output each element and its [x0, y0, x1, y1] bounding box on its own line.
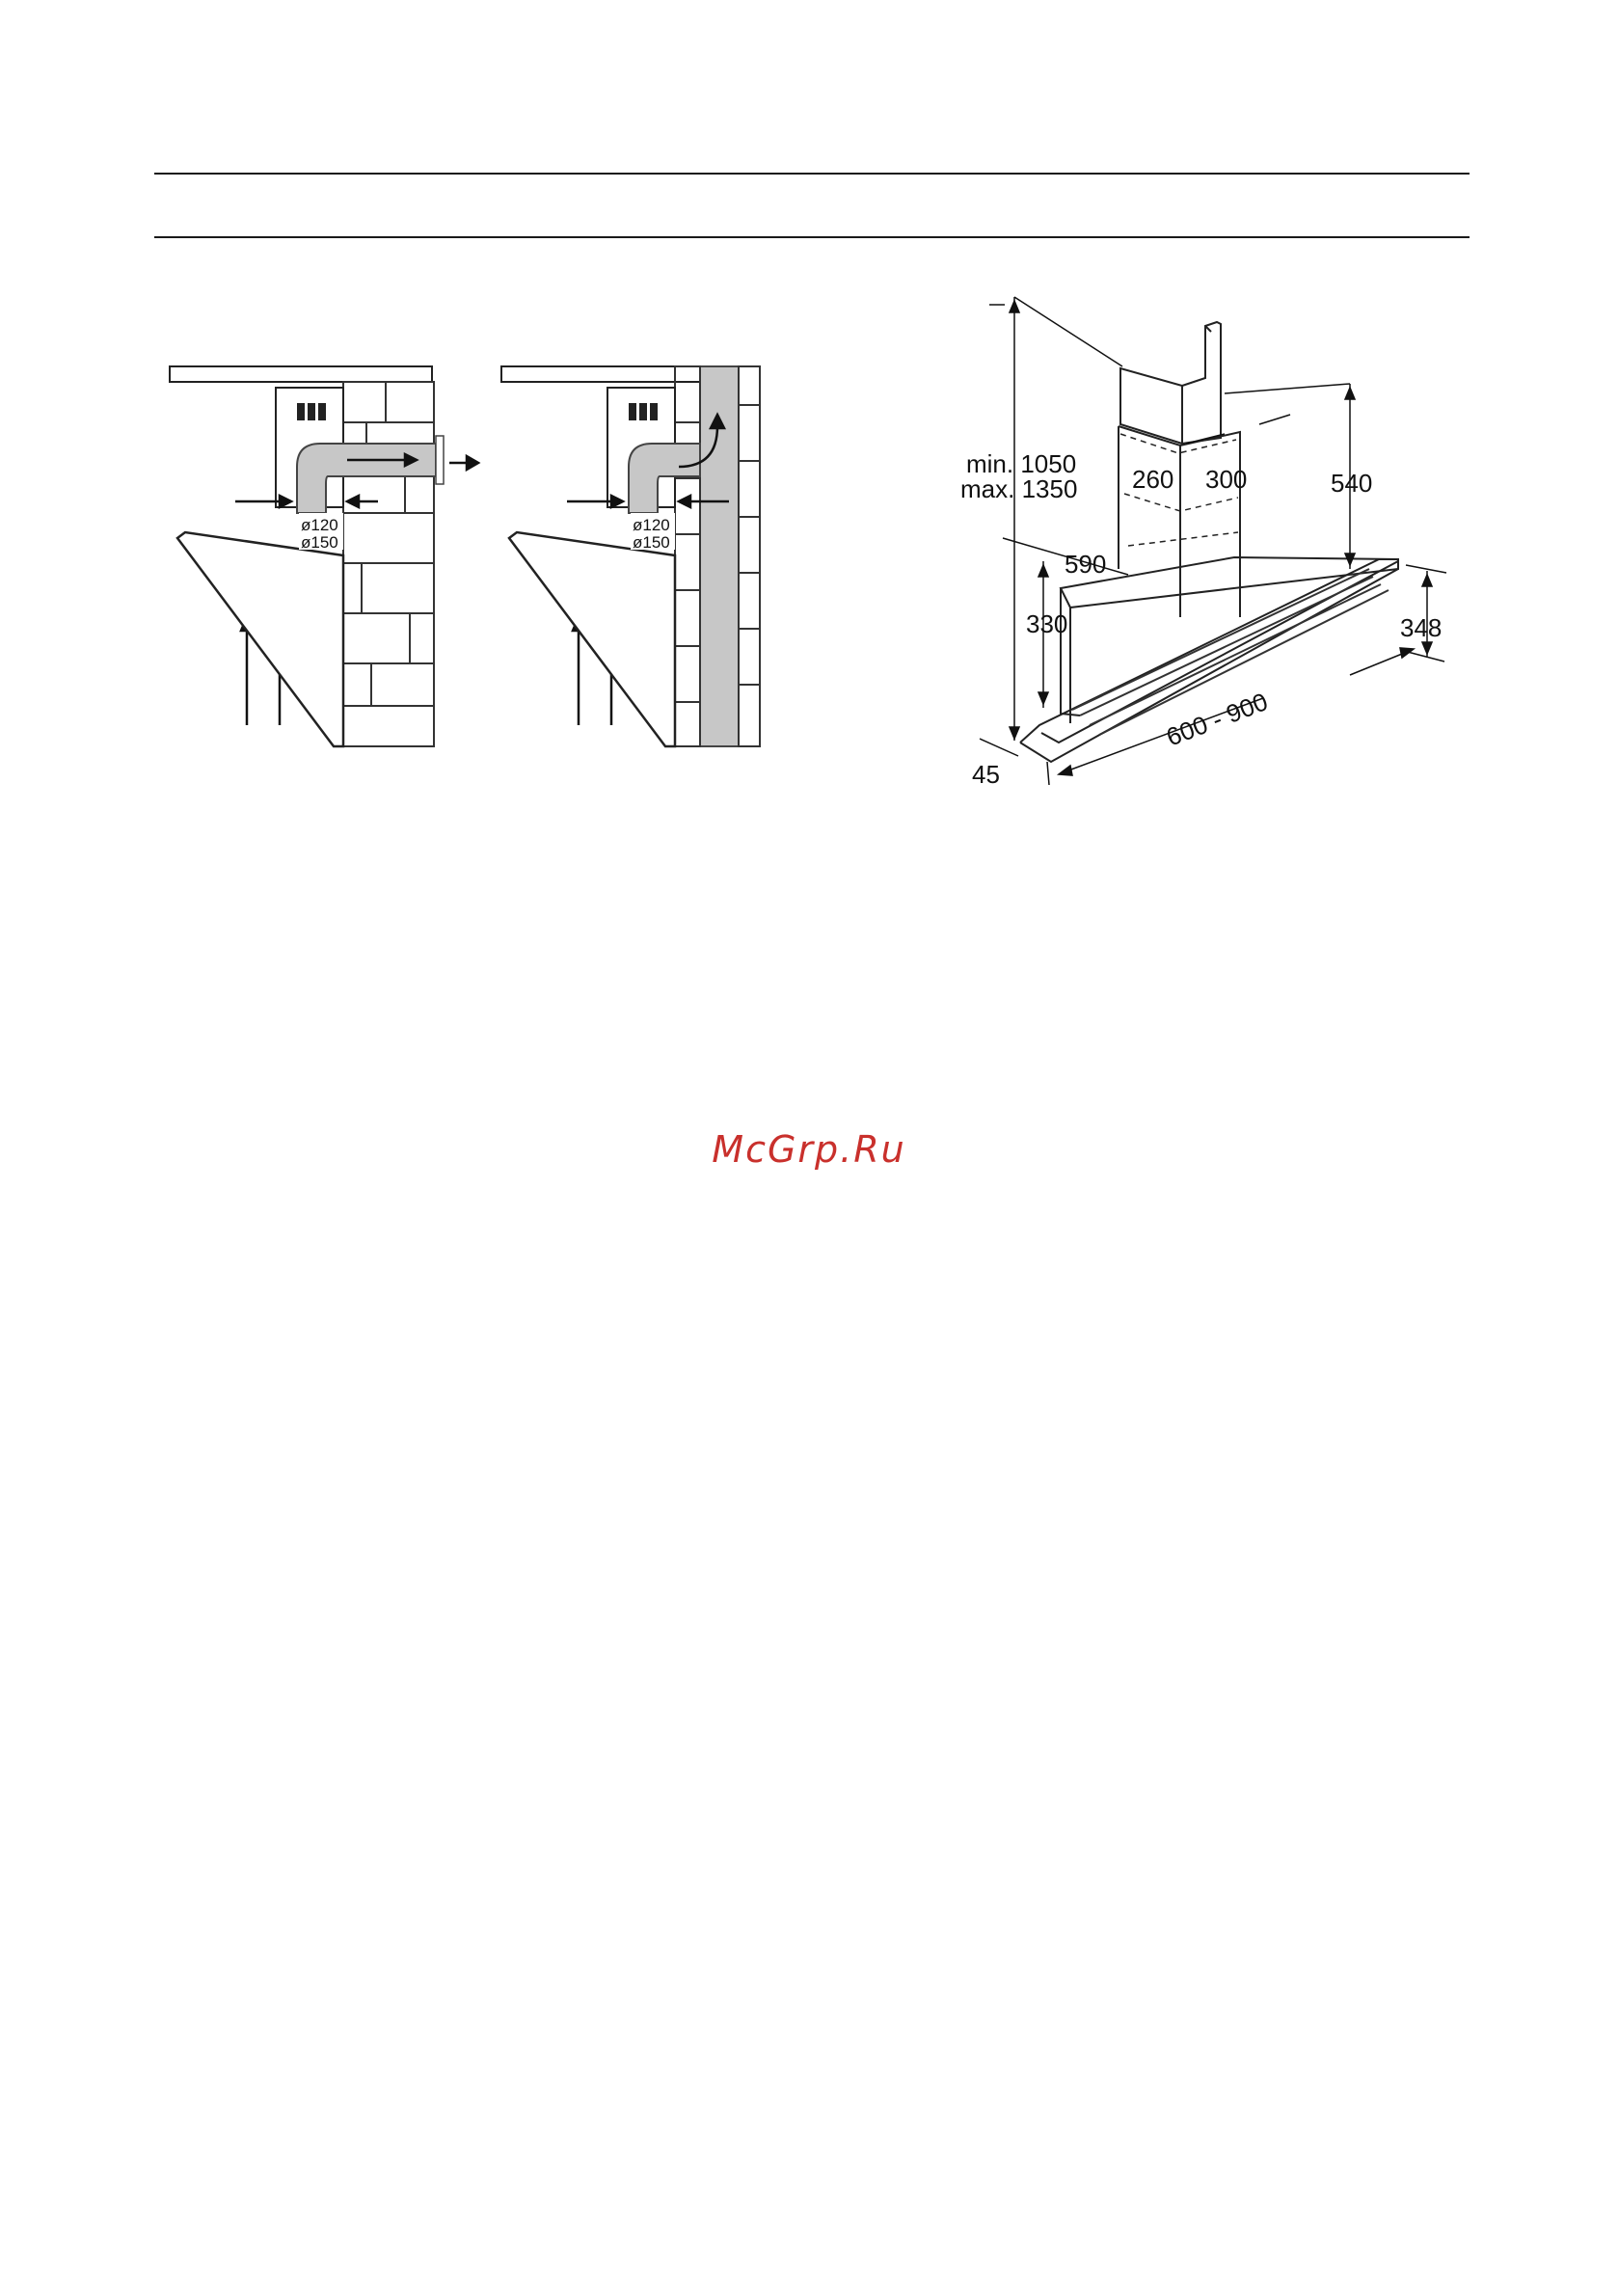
wall-shelf	[501, 366, 700, 382]
wall-outlet-grille	[436, 436, 444, 484]
chimney-width-label: 300	[1205, 465, 1248, 494]
edge-thickness-label: 45	[972, 760, 1000, 789]
height-max-label: max. 1350	[960, 474, 1078, 503]
through-wall-svg	[164, 359, 482, 764]
hood-outline	[1020, 322, 1398, 762]
pipe-diameter-large: ø150	[633, 533, 670, 552]
vertical-duct-svg	[496, 359, 775, 764]
watermark-text: McGrp.Ru	[712, 1128, 906, 1171]
pipe-diameter-small: ø120	[633, 516, 670, 534]
pipe-diameter-small: ø120	[301, 516, 338, 534]
pipe-diameter-large: ø150	[301, 533, 338, 552]
installation-diagram-through-wall	[164, 359, 482, 764]
wall-shelf	[170, 366, 432, 382]
header-rule-top	[154, 173, 1470, 175]
vent-grille-icon	[297, 403, 326, 420]
hood-dimension-drawing	[945, 280, 1485, 800]
brick-column-right	[739, 366, 760, 746]
canopy-front-height-label: 348	[1400, 613, 1443, 642]
canopy-back-height-label: 330	[1026, 609, 1068, 638]
hood-canopy	[177, 532, 343, 746]
chimney-depth-label: 260	[1132, 465, 1174, 494]
height-min-label: min. 1050	[966, 449, 1077, 478]
installation-diagram-vertical-duct	[496, 359, 775, 764]
width-range-label: 600 - 900	[1162, 687, 1272, 752]
hood-canopy	[509, 532, 675, 746]
brick-column-left	[675, 366, 700, 746]
brick-wall	[343, 382, 434, 746]
chimney-height-label: 540	[1331, 469, 1373, 498]
dimension-svg	[945, 280, 1485, 800]
header-rule-bottom	[154, 236, 1470, 238]
canopy-depth-label: 590	[1065, 550, 1107, 579]
vent-grille-icon	[629, 403, 658, 420]
